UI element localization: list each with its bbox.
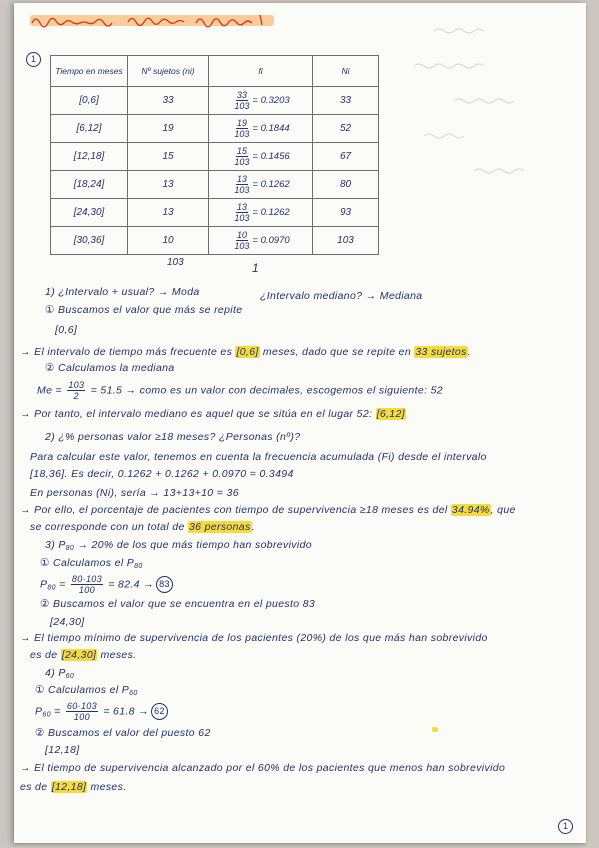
numerator: 80·103: [71, 574, 103, 584]
percentile-subscript: 60: [42, 711, 51, 719]
header-Ni: Ni: [313, 56, 379, 87]
fraction: [233, 202, 250, 223]
percentile-symbol: P: [126, 557, 135, 569]
p80-formula: [40, 574, 173, 595]
denominator: 2: [73, 391, 80, 401]
fraction: [233, 174, 250, 195]
q3-result: [24,30]: [50, 616, 85, 628]
total-fi: 1: [252, 261, 259, 275]
denominator: 103: [234, 213, 250, 223]
fraction: [71, 574, 103, 595]
title-scribble: [28, 11, 278, 31]
text: meses.: [97, 649, 137, 661]
table-row: [51, 227, 379, 255]
percentile-subscript: 60: [65, 673, 75, 680]
total-ni: 103: [167, 257, 184, 268]
text: 4): [45, 667, 59, 679]
percentile-subscript: 80: [47, 584, 56, 592]
cell-Ni: 33: [313, 87, 379, 115]
q1-conclusion-mode: [20, 345, 471, 359]
q1-question: 1) ¿Intervalo + usual? → Moda: [45, 286, 200, 298]
percentile-subscript: 60: [129, 690, 138, 697]
highlight: [24,30]: [61, 649, 97, 661]
fi-value: = 0.1456: [252, 151, 290, 163]
table-row: [51, 171, 379, 199]
highlight: 36 personas: [188, 521, 251, 533]
q2-explain-2: [18,36]. Es decir, 0.1262 + 0.1262 + 0.0970 = 0.3494: [30, 468, 294, 480]
q3-question: [45, 538, 312, 556]
q4-conclusion-line2: [20, 780, 127, 794]
text: = 82.4 →: [105, 578, 154, 591]
percentile-symbol: P: [121, 684, 130, 696]
highlighter-mark: [432, 727, 438, 732]
q1-question-right: ¿Intervalo mediano? → Mediana: [260, 290, 423, 302]
cell-interval: [24,30]: [51, 199, 128, 227]
text: meses.: [87, 781, 127, 793]
cell-fi: [209, 87, 313, 115]
cell-fi: [209, 227, 313, 255]
page-number-marker-top: 1: [26, 52, 41, 67]
median-rest: = 51.5 → como es un valor con decimales, escogemos el siguiente: 52: [87, 384, 443, 397]
percentile-symbol: P: [58, 539, 66, 551]
q1-step1-result: [0,6]: [55, 324, 78, 336]
numerator: 60·103: [66, 701, 98, 711]
text: → Por tanto, el intervalo mediano es aquel que se sitúa en el lugar 52:: [20, 408, 376, 420]
median-label: Me =: [37, 384, 66, 397]
text: =: [55, 578, 69, 591]
cell-interval: [30,36]: [51, 227, 128, 255]
q3-conclusion-line1: → El tiempo mínimo de supervivencia de los pacientes (20%) de los que más han sobrevivido: [20, 632, 488, 644]
q2-conclusion-line2: [30, 520, 255, 534]
fi-value: = 0.1262: [252, 207, 290, 219]
denominator: 103: [234, 185, 250, 195]
text: , que: [490, 504, 516, 516]
fraction: [67, 380, 85, 401]
fi-value: = 0.1844: [252, 123, 290, 135]
cell-fi: [209, 115, 313, 143]
q3-conclusion-line2: [30, 648, 137, 662]
cell-interval: [18,24]: [51, 171, 128, 199]
cell-ni: 19: [128, 115, 209, 143]
cell-ni: 13: [128, 171, 209, 199]
cell-interval: [6,12]: [51, 115, 128, 143]
cell-interval: [0,6]: [51, 87, 128, 115]
numerator: 13: [236, 202, 247, 212]
q2-explain-1: Para calcular este valor, tenemos en cuenta la frecuencia acumulada (Fi) desde el intervalo: [30, 451, 487, 463]
q3-step2: ② Buscamos el valor que se encuentra en el puesto 83: [40, 598, 316, 610]
fi-value: = 0.0970: [252, 235, 290, 247]
cell-Ni: 103: [313, 227, 379, 255]
q2-question: 2) ¿% personas valor ≥18 meses? ¿Personas (nº)?: [45, 431, 301, 443]
fraction: [66, 701, 98, 722]
highlight: [6,12]: [376, 408, 405, 420]
highlight: 33 sujetos: [415, 346, 467, 358]
bleed-through-marks: [394, 11, 579, 211]
percentile-symbol: P: [35, 705, 43, 718]
cell-ni: 15: [128, 143, 209, 171]
table-row: [51, 143, 379, 171]
numerator: 13: [236, 174, 247, 184]
q2-conclusion-line1: [20, 503, 516, 517]
header-time: Tiempo en meses: [51, 56, 128, 87]
percentile-symbol: P: [40, 578, 48, 591]
cell-Ni: 52: [313, 115, 379, 143]
q4-step2: ② Buscamos el valor del puesto 62: [35, 727, 211, 739]
percentile-subscript: 80: [134, 563, 143, 570]
text: meses, dado que se repite en: [259, 346, 415, 358]
notebook-page: [14, 3, 586, 843]
numerator: 10: [236, 230, 247, 240]
text: ① Calculamos el: [40, 557, 127, 569]
cell-fi: [209, 199, 313, 227]
q3-step1: [40, 556, 143, 574]
denominator: 103: [234, 101, 250, 111]
cell-fi: [209, 171, 313, 199]
highlight: [0,6]: [236, 346, 259, 358]
header-ni: Nº sujetos (ni): [128, 56, 209, 87]
cell-fi: [209, 143, 313, 171]
table-row: [51, 115, 379, 143]
text: es de: [20, 781, 51, 793]
page-number-marker-bottom: 1: [558, 819, 573, 834]
text: es de: [30, 649, 61, 661]
q4-question: [45, 666, 74, 684]
cell-ni: 10: [128, 227, 209, 255]
denominator: 100: [78, 585, 95, 595]
text: =: [50, 705, 64, 718]
table-row: [51, 87, 379, 115]
text: 3): [45, 539, 59, 551]
table-row: [51, 199, 379, 227]
text: .: [251, 521, 255, 533]
fraction: [233, 90, 250, 111]
denominator: 103: [234, 157, 250, 167]
text: .: [467, 346, 471, 358]
text: → 20% de los que más tiempo han sobrevivido: [74, 539, 312, 551]
q4-conclusion-line1: → El tiempo de supervivencia alcanzado por el 60% de los pacientes que menos han sobrevivido: [20, 762, 506, 774]
denominator: 100: [73, 712, 90, 722]
fi-value: = 0.3203: [252, 95, 290, 107]
fraction: [233, 118, 250, 139]
q2-explain-3: En personas (Ni), sería → 13+13+10 = 36: [30, 487, 239, 499]
text: = 61.8 →: [100, 705, 149, 718]
q4-result: [12,18]: [45, 744, 80, 756]
highlight: 34.94%: [451, 504, 490, 516]
median-formula: [37, 380, 443, 401]
cell-ni: 13: [128, 199, 209, 227]
fi-value: = 0.1262: [252, 179, 290, 191]
p60-formula: [35, 701, 168, 722]
numerator: 15: [236, 146, 247, 156]
percentile-subscript: 80: [65, 545, 75, 552]
fraction: [233, 230, 250, 251]
text: se corresponde con un total de: [30, 521, 188, 533]
cell-ni: 33: [128, 87, 209, 115]
cell-Ni: 67: [313, 143, 379, 171]
q1-step1: ① Buscamos el valor que más se repite: [45, 304, 243, 316]
frequency-table: [50, 55, 379, 255]
denominator: 103: [234, 241, 250, 251]
q1-conclusion-median: [20, 407, 406, 421]
header-fi: fi: [209, 56, 313, 87]
text: → Por ello, el porcentaje de pacientes con tiempo de supervivencia ≥18 meses es del: [20, 504, 451, 516]
q4-step1: [35, 683, 138, 701]
numerator: 33: [236, 90, 247, 100]
circled-position: 62: [151, 703, 168, 720]
q1-step2: ② Calculamos la mediana: [45, 362, 175, 374]
numerator: 19: [236, 118, 247, 128]
table-header-row: [51, 56, 379, 87]
denominator: 103: [234, 129, 250, 139]
percentile-symbol: P: [58, 667, 66, 679]
cell-Ni: 80: [313, 171, 379, 199]
text: ① Calculamos el: [35, 684, 122, 696]
cell-Ni: 93: [313, 199, 379, 227]
circled-position: 83: [156, 576, 173, 593]
cell-interval: [12,18]: [51, 143, 128, 171]
numerator: 103: [68, 380, 85, 390]
text: → El intervalo de tiempo más frecuente es: [20, 346, 236, 358]
highlight: [12,18]: [51, 781, 87, 793]
fraction: [233, 146, 250, 167]
